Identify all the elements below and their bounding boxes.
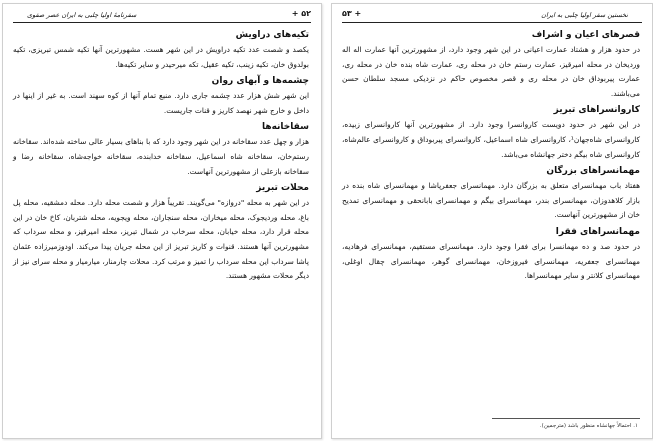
footnote: ۱. احتمالاً جهانشاه منظور باشد (مترجمین). <box>539 423 638 429</box>
right-page <box>331 3 653 439</box>
section-heading: قصرهای اعیان و اشراف <box>531 30 640 40</box>
section-paragraph: در حدود صد و ده مهمانسرا برای فقرا وجود دارد. مهمانسرای مستقیم، مهمانسرای فرهادیه، مهمانسرای جعفریه، مهمانسرای فیروزخان، مهمانسرای گوهر، مهمانسرای چقال اوغلی، مهمانسرای کلانتر و سایر مهمانسراها. <box>342 241 640 281</box>
page-header <box>342 8 642 23</box>
section-heading: سقاخانه‌ها <box>261 122 309 133</box>
section-paragraph: در حدود هزار و هشتاد عمارت اعیانی در این شهر وجود دارد، از مشهورترین آنها عمارت اله اله وردیخان در محله امیرقیز، عمارت رستم خان در محله ری، عمارت شاه بنده خان در محله ری، عمارت پیربوداق خان در محله ری و قصر مخصوص حاکم در نزدیکی مسجد سلطان حسن می‌باشند. <box>342 45 640 98</box>
page-number: + ۵۲ <box>291 9 311 18</box>
section-heading: چشمه‌ها و آبهای روان <box>211 76 309 87</box>
section-heading: کاروانسراهای تبریز <box>553 105 640 116</box>
section-heading: تکیه‌های دراویش <box>235 30 309 40</box>
page-header <box>13 8 311 23</box>
section-paragraph: هفتاد باب مهمانسرای متعلق به بزرگان دارد. مهمانسرای جعفرپاشا و مهمانسرای شاه بنده در بازار کلاهدوزان، مهمانسرای بندر، مهمانسرای بیگم و مهمانسرای بابانحقی و مهمانسرای تمدیح خان از مشهورترین آنهاست. <box>342 181 640 220</box>
page-number: ۵۳ + <box>342 9 362 18</box>
left-page <box>2 3 322 439</box>
section-paragraph: هزار و چهل عدد سقاخانه در این شهر وجود دارد که با بناهای بسیار عالی ساخته شده‌اند. سقاخانه رستم‌خان، سقاخانه شاه اسماعیل، سقاخانه خدابنده، سقاخانه خواجه‌شاه، سقاخانه رضا و سقاخانه بازعلی از مشهورترین آنهاست. <box>13 137 309 176</box>
page-body <box>13 26 309 286</box>
section-paragraph: در این شهر به محله "دروازه" می‌گویند. تقریباً هزار و شصت محله دارد. محله دمشقیه، محله پل باغ، محله وردیجوک، محله میخاران، محله سنجاران، محله ویجویه، محله شتربان، کاخ خان در این محله قرار دارد، محله خیابان، محله سرخاب در شمال تبریز، محله امیرقیز، و محله سرداب که مشهورترین آنها هستند. قنوات و کاریز تبریز از این محله جریان پیدا می‌کند. اودوزمیرزاده عثمان پاشا سرداب این محله سرداب را تمیز و مرتب کرد. محلات چارمنار، میارمیار و محله سرای نیز از دیگر محلات مشهور هستند. <box>13 198 309 281</box>
section-paragraph: این شهر شش هزار عدد چشمه جاری دارد. منبع تمام آنها از کوه سهند است. به غیر از اینها در داخل و خارج شهر نهصد کاریز و قنات جاریست. <box>13 91 309 115</box>
footnote-divider <box>492 418 640 419</box>
section-paragraph: در این شهر در حدود دویست کاروانسرا وجود دارد. از مشهورترین آنها کاروانسرای زبیده، کاروانسرای شاه‌جهان¹، کاروانسرای شاه اسماعیل، کاروانسرای پیربوداق و کاروانسرای عالم‌شاه، کاروانسرای شاه بیگم دختر جهانشاه می‌باشد. <box>342 120 640 159</box>
running-header-title: نخستین سفر اولیا چلبی به ایران <box>541 11 628 19</box>
section-paragraph: یکصد و شصت عدد تکیه دراویش در این شهر هست. مشهورترین آنها تکیه شمس تبریزی، تکیه بولدوق خان، تکیه زینب، تکیه عقیل، تکه میرحیدر و سایر تکیه‌ها. <box>13 45 309 69</box>
page-body <box>342 26 640 286</box>
running-header-title: سفرنامهٔ اولیا چلبی به ایران عصر صفوی <box>27 11 137 19</box>
section-heading: محلات تبریز <box>256 183 309 194</box>
section-heading: مهمانسراهای بزرگان <box>546 166 640 177</box>
section-heading: مهمانسراهای فقرا <box>555 226 640 237</box>
